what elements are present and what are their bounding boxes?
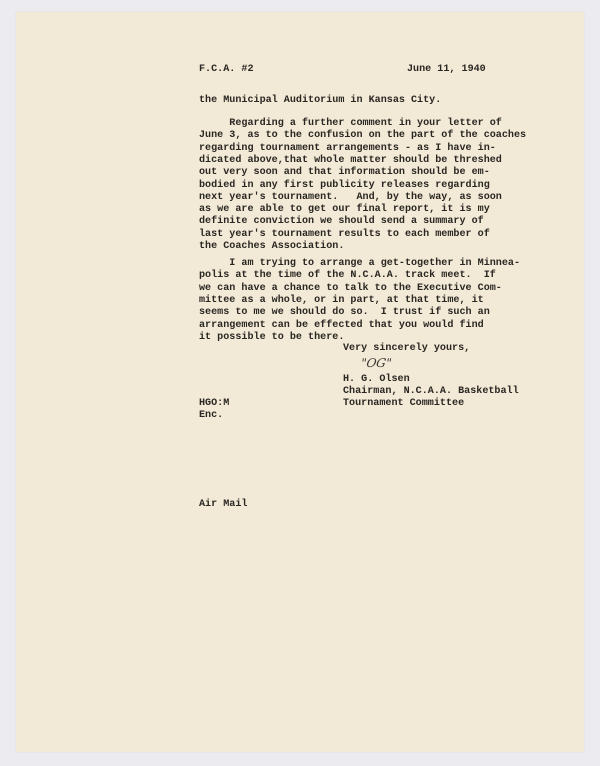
text-line: it possible to be there. [199, 331, 345, 343]
text-line: Regarding a further comment in your letter of [199, 118, 502, 129]
text-line: arrangement can be effected that you would find [199, 319, 484, 331]
text-line: seems to me we should do so. I trust if such an [199, 307, 490, 319]
text-line: out very soon and that information should be em- [199, 167, 490, 179]
signer-title: Chairman, N.C.A.A. Basketball [343, 386, 519, 397]
signer-committee: Tournament Committee [343, 398, 465, 409]
text-line: definite conviction we should send a summary of [199, 216, 484, 228]
text-line: as we are able to get our final report, it is my [199, 204, 490, 216]
text-line: regarding tournament arrangements - as I have in- [199, 142, 496, 154]
enclosure-note: Enc. [199, 410, 224, 421]
closing: Very sincerely yours, [343, 343, 471, 354]
handwritten-signature: "OG" [359, 356, 393, 370]
text-line: we can have a chance to talk to the Executive Com- [199, 282, 502, 294]
text-line: I am trying to arrange a get-together in Minnea- [199, 258, 521, 269]
text-line: dicated above,that whole matter should be threshed [199, 154, 502, 166]
text-line: mittee as a whole, or in part, at that time, it [199, 294, 484, 306]
text-line: polis at the time of the N.C.A.A. track meet. If [199, 270, 496, 282]
text-line: the Coaches Association. [199, 241, 345, 252]
opening-line: the Municipal Auditorium in Kansas City. [199, 95, 442, 106]
text-line: June 3, as to the confusion on the part of the coaches [199, 130, 527, 142]
reference-initials: HGO:M [199, 398, 230, 409]
text-line: bodied in any first publicity releases regarding [199, 179, 490, 191]
text-line: last year's tournament results to each member of [199, 228, 490, 240]
signer-name: H. G. Olsen [343, 374, 410, 385]
letter-date: June 11, 1940 [407, 64, 486, 75]
delivery-note: Air Mail [199, 499, 248, 510]
reference-number: F.C.A. #2 [199, 64, 254, 75]
text-line: next year's tournament. And, by the way, as soon [199, 191, 502, 203]
